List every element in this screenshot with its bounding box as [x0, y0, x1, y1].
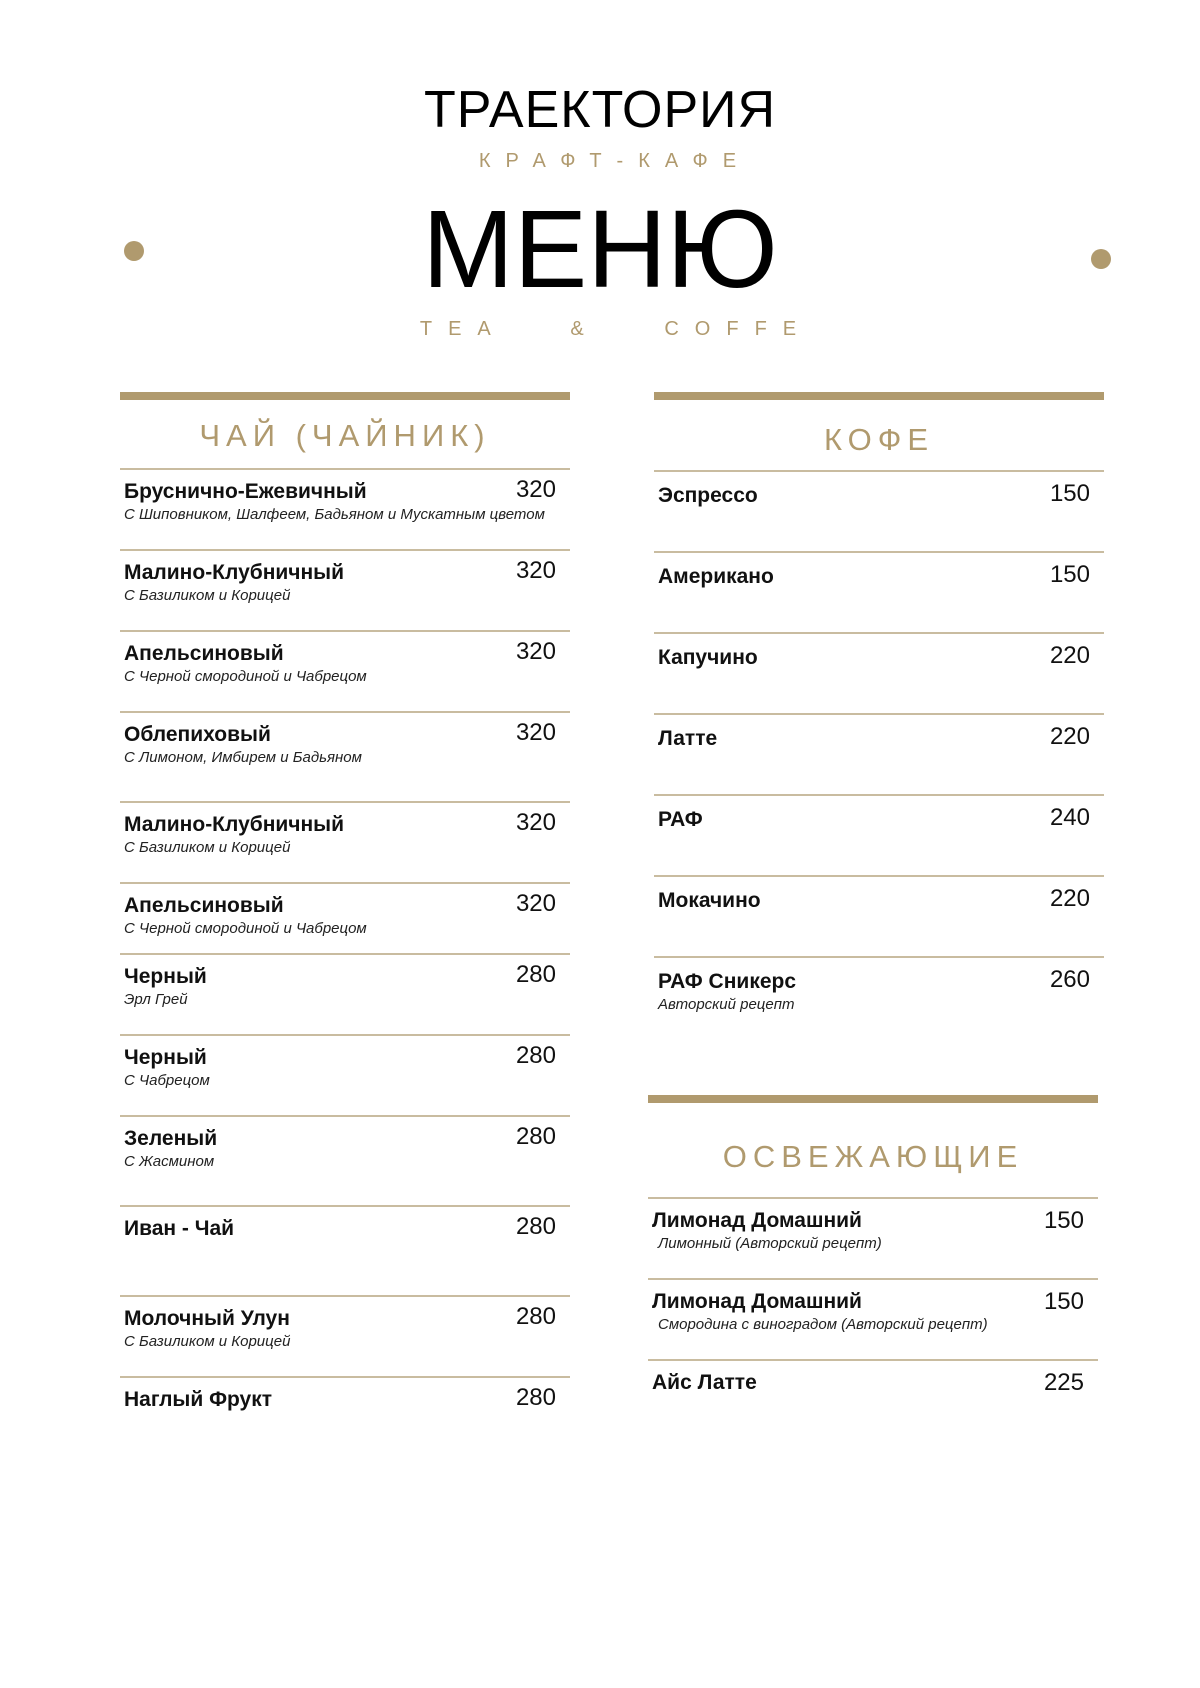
menu-item-name: Мокачино — [658, 889, 761, 912]
coffee-list — [654, 470, 1104, 1037]
menu-item — [120, 801, 570, 882]
menu-item-name: Апельсиновый — [124, 642, 284, 665]
menu-item — [654, 632, 1104, 713]
menu-item-price: 220 — [1049, 723, 1090, 750]
refresh-list — [648, 1197, 1098, 1421]
menu-item-name: Эспрессо — [658, 484, 758, 507]
menu-item — [654, 470, 1104, 551]
menu-item-price: 280 — [515, 1213, 556, 1240]
menu-item-description: С Шиповником, Шалфеем, Бадьяном и Мускатным цветом — [124, 506, 545, 523]
menu-item-name: Американо — [658, 565, 774, 588]
menu-item-price: 280 — [515, 961, 556, 988]
menu-item-description: Эрл Грей — [124, 991, 188, 1008]
menu-item-description: С Жасмином — [124, 1153, 215, 1170]
menu-item-name: РАФ — [658, 808, 703, 831]
coffee-section — [654, 392, 1104, 1037]
menu-item-description: С Чабрецом — [124, 1072, 210, 1089]
menu-item-price: 150 — [1043, 1207, 1084, 1234]
brand-subtitle: КРАФТ-КАФЕ — [478, 150, 752, 172]
brand-name: ТРАЕКТОРИЯ — [423, 81, 777, 139]
menu-item-name: РАФ Сникерс — [658, 970, 797, 993]
menu-item-price: 280 — [515, 1303, 556, 1330]
menu-item-name: Черный — [124, 965, 207, 988]
refresh-section-bar — [648, 1095, 1098, 1103]
menu-item-price: 320 — [515, 890, 556, 917]
menu-item-description: Лимонный (Авторский рецепт) — [658, 1235, 882, 1252]
menu-item-name: Капучино — [658, 646, 758, 669]
menu-item — [120, 1295, 570, 1376]
menu-item-name: Апельсиновый — [124, 894, 284, 917]
menu-item-description: С Базиликом и Корицей — [124, 839, 291, 856]
menu-item-price: 260 — [1049, 966, 1090, 993]
menu-item-description: С Базиликом и Корицей — [124, 1333, 291, 1350]
menu-item-name: Наглый Фрукт — [124, 1388, 273, 1411]
refresh-section — [648, 1095, 1098, 1421]
refresh-heading: ОСВЕЖАЮЩИЕ — [722, 1139, 1024, 1174]
menu-item-description: Авторский рецепт — [658, 996, 795, 1013]
menu-item-price: 280 — [515, 1123, 556, 1150]
menu-item-description: Смородина с виноградом (Авторский рецепт) — [658, 1316, 988, 1333]
menu-item — [120, 468, 570, 549]
menu-item-name: Молочный Улун — [124, 1307, 290, 1330]
menu-item — [654, 956, 1104, 1037]
menu-item-name: Латте — [658, 727, 718, 750]
menu-item — [120, 1205, 570, 1295]
menu-item — [120, 711, 570, 801]
menu-item-price: 150 — [1043, 1288, 1084, 1315]
menu-item — [654, 713, 1104, 794]
menu-item — [654, 794, 1104, 875]
menu-item-name: Лимонад Домашний — [652, 1209, 862, 1232]
menu-item-price: 280 — [515, 1042, 556, 1069]
menu-item-price: 320 — [515, 476, 556, 503]
menu-item-price: 220 — [1049, 642, 1090, 669]
tea-heading: ЧАЙ (ЧАЙНИК) — [199, 418, 491, 453]
menu-item — [654, 875, 1104, 956]
menu-item — [120, 1034, 570, 1115]
menu-item-name: Черный — [124, 1046, 207, 1069]
menu-item-price: 320 — [515, 638, 556, 665]
menu-item-price: 320 — [515, 557, 556, 584]
menu-item — [654, 551, 1104, 632]
tea-list — [120, 468, 570, 1448]
menu-item-price: 150 — [1049, 561, 1090, 588]
menu-item — [120, 1376, 570, 1448]
menu-title: МЕНЮ — [422, 188, 778, 311]
menu-item-name: Бруснично-Ежевичный — [124, 480, 367, 503]
menu-item-description: С Базиликом и Корицей — [124, 587, 291, 604]
menu-item-price: 220 — [1049, 885, 1090, 912]
menu-item — [120, 1115, 570, 1205]
menu-item — [120, 630, 570, 711]
menu-item — [648, 1359, 1098, 1421]
menu-item-name: Зеленый — [124, 1127, 218, 1150]
menu-item-price: 280 — [515, 1384, 556, 1411]
menu-item — [120, 549, 570, 630]
menu-item-name: Айс Латте — [652, 1371, 757, 1394]
menu-item-price: 320 — [515, 719, 556, 746]
tea-section — [120, 392, 570, 1448]
menu-item-name: Лимонад Домашний — [652, 1290, 862, 1313]
menu-item-description: С Черной смородиной и Чабрецом — [124, 920, 367, 937]
coffee-heading: КОФЕ — [823, 422, 935, 457]
menu-item-name: Малино-Клубничный — [124, 813, 345, 836]
menu-item — [648, 1197, 1098, 1278]
decor-dot-left — [124, 241, 144, 261]
menu-tagline: TEA & COFFE — [419, 318, 813, 340]
menu-item — [120, 953, 570, 1034]
menu-item-description: С Лимоном, Имбирем и Бадьяном — [124, 749, 362, 766]
menu-item-name: Иван - Чай — [124, 1217, 235, 1240]
menu-item-price: 150 — [1049, 480, 1090, 507]
menu-item-name: Малино-Клубничный — [124, 561, 345, 584]
menu-item-price: 240 — [1049, 804, 1090, 831]
tea-section-bar — [120, 392, 570, 400]
menu-item-description: С Черной смородиной и Чабрецом — [124, 668, 367, 685]
menu-item-price: 225 — [1043, 1369, 1084, 1396]
decor-dot-right — [1091, 249, 1111, 269]
menu-item — [648, 1278, 1098, 1359]
menu-item — [120, 882, 570, 953]
menu-item-name: Облепиховый — [124, 723, 271, 746]
menu-item-price: 320 — [515, 809, 556, 836]
coffee-section-bar — [654, 392, 1104, 400]
